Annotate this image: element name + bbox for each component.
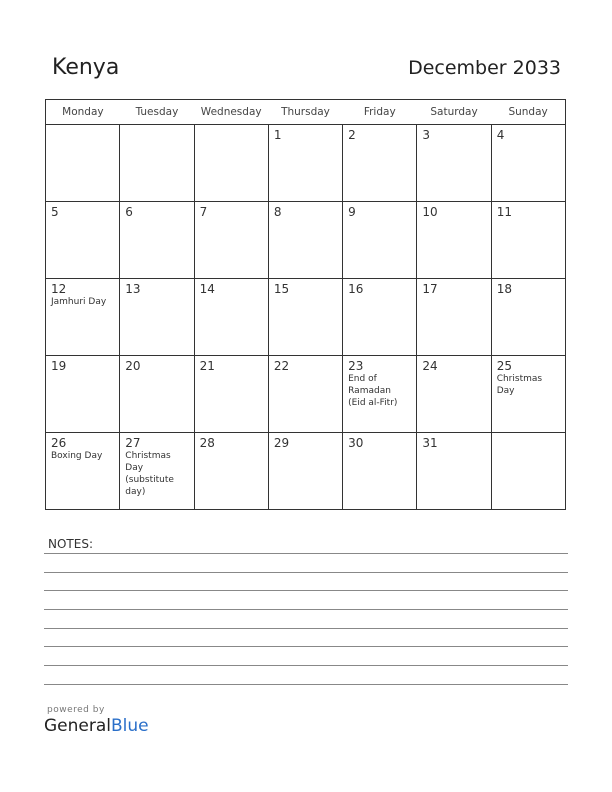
day-cell [268, 356, 342, 433]
day-cell [120, 356, 194, 433]
holiday-label: day) [125, 487, 146, 497]
day-number: 4 [496, 128, 505, 142]
day-cell [46, 433, 120, 510]
day-cell [417, 356, 491, 433]
holiday-label: (Eid al-Fitr) [348, 398, 398, 408]
day-cell [491, 202, 565, 279]
note-line [44, 572, 568, 573]
weekday-header-row [46, 100, 566, 125]
powered-by-text: powered by [47, 705, 105, 715]
day-number: 25 [496, 359, 512, 373]
day-cell [343, 433, 417, 510]
day-cell [194, 125, 268, 202]
holiday-label: Christmas [125, 451, 171, 461]
holiday-label: Day [496, 386, 515, 396]
week-row [46, 433, 566, 510]
day-number: 11 [496, 205, 512, 219]
day-number: 18 [496, 282, 512, 296]
day-cell [120, 433, 194, 510]
day-number: 21 [199, 359, 215, 373]
holiday-label: End of [348, 374, 377, 384]
day-number: 15 [273, 282, 290, 296]
day-cell [120, 202, 194, 279]
day-number: 5 [51, 205, 59, 219]
day-number: 24 [422, 359, 438, 373]
day-cell [194, 279, 268, 356]
day-number: 2 [348, 128, 356, 142]
day-cell [268, 125, 342, 202]
day-cell [194, 433, 268, 510]
day-number: 1 [273, 128, 282, 142]
week-row [46, 356, 566, 433]
day-cell [491, 433, 565, 510]
day-cell [120, 125, 194, 202]
day-cell [343, 202, 417, 279]
week-row [46, 279, 566, 356]
day-cell [343, 279, 417, 356]
day-cell [268, 202, 342, 279]
weekday-header: Monday [46, 100, 120, 125]
day-cell [417, 433, 491, 510]
day-number: 20 [125, 359, 141, 373]
day-number: 23 [348, 359, 364, 373]
day-cell [343, 125, 417, 202]
day-cell [417, 202, 491, 279]
day-number: 6 [125, 205, 133, 219]
holiday-label: Jamhuri Day [51, 297, 107, 307]
weekday-header: Friday [343, 100, 417, 125]
day-cell [491, 125, 565, 202]
notes-label: NOTES: [48, 537, 93, 551]
day-number: 3 [422, 128, 431, 142]
day-number: 12 [51, 282, 67, 296]
weekday-header: Sunday [491, 100, 565, 125]
week-row [46, 202, 566, 279]
weekday-header: Tuesday [120, 100, 194, 125]
day-cell [46, 125, 120, 202]
note-line [44, 628, 568, 629]
note-line [44, 609, 568, 610]
day-cell [46, 279, 120, 356]
month-year-title: December 2033 [408, 57, 561, 79]
day-cell [194, 356, 268, 433]
day-number: 13 [125, 282, 141, 296]
note-line [44, 590, 568, 591]
day-cell [46, 356, 120, 433]
day-number: 31 [422, 436, 438, 450]
day-number: 9 [348, 205, 356, 219]
country-title: Kenya [52, 55, 120, 80]
day-number: 28 [199, 436, 215, 450]
day-cell [268, 279, 342, 356]
week-row [46, 125, 566, 202]
note-line [44, 665, 568, 666]
day-number: 26 [51, 436, 67, 450]
day-number: 16 [348, 282, 364, 296]
day-cell [46, 202, 120, 279]
day-cell [120, 279, 194, 356]
brand-blue: Blue [111, 716, 149, 736]
weekday-header: Saturday [417, 100, 491, 125]
day-cell [194, 202, 268, 279]
weekday-header: Thursday [268, 100, 342, 125]
holiday-label: Christmas [496, 374, 543, 384]
day-number: 30 [348, 436, 364, 450]
day-number: 14 [199, 282, 215, 296]
holiday-label: Day [125, 463, 144, 473]
day-cell [491, 279, 565, 356]
holiday-label: (substitute [125, 475, 174, 485]
generalblue-logo [44, 716, 149, 736]
holiday-label: Boxing Day [51, 451, 103, 461]
day-number: 19 [51, 359, 67, 373]
calendar-grid [45, 99, 566, 510]
day-cell [343, 356, 417, 433]
note-line [44, 684, 568, 685]
day-number: 7 [199, 205, 208, 219]
day-cell [417, 279, 491, 356]
day-number: 8 [273, 205, 282, 219]
note-line [44, 553, 568, 554]
day-number: 22 [273, 359, 290, 373]
day-number: 17 [422, 282, 438, 296]
brand-general: General [44, 716, 111, 736]
weekday-header: Wednesday [194, 100, 268, 125]
holiday-label: Ramadan [348, 386, 391, 396]
day-cell [417, 125, 491, 202]
note-line [44, 646, 568, 647]
day-number: 29 [273, 436, 290, 450]
day-number: 27 [125, 436, 141, 450]
day-number: 10 [422, 205, 438, 219]
day-cell [268, 433, 342, 510]
day-cell [491, 356, 565, 433]
